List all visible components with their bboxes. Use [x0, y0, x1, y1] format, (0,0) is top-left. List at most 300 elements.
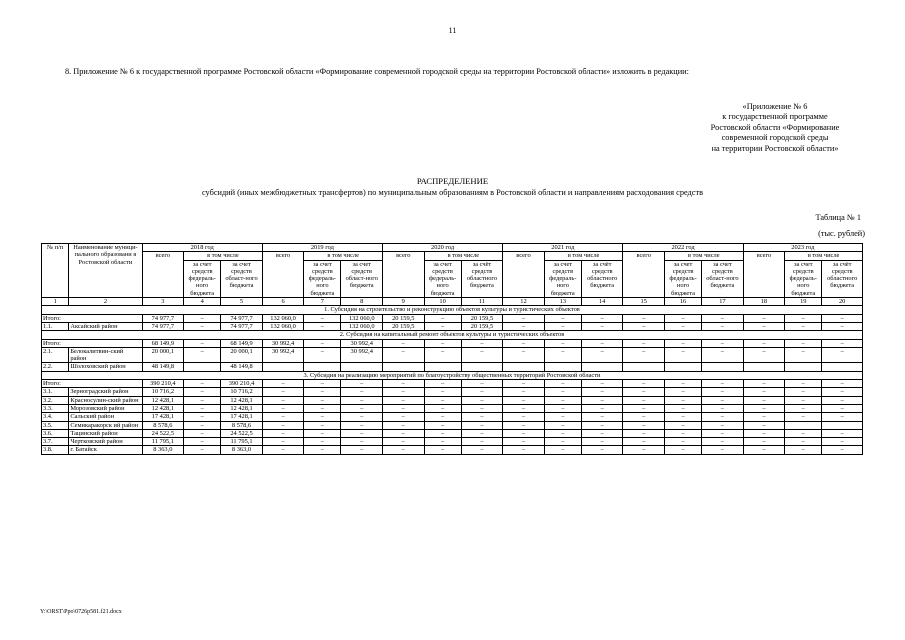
- value-cell: –: [461, 413, 503, 421]
- value-cell: –: [304, 380, 341, 388]
- value-cell: –: [262, 380, 304, 388]
- value-cell: –: [184, 446, 221, 454]
- value-cell: –: [702, 396, 744, 404]
- value-cell: –: [581, 413, 623, 421]
- value-cell: –: [184, 438, 221, 446]
- value-cell: 20 159,5: [461, 314, 503, 322]
- value-cell: –: [623, 314, 665, 322]
- value-cell: –: [304, 429, 341, 437]
- value-cell: –: [184, 396, 221, 404]
- value-cell: –: [822, 396, 863, 404]
- value-cell: –: [743, 421, 785, 429]
- amendment-paragraph: 8. Приложение № 6 к государственной программе Ростовской области «Формирование современной городской среды на территории Ростовской области» изложить в редакции:: [65, 67, 689, 76]
- table-row: [42, 404, 863, 412]
- header-year: 2023 год: [743, 244, 862, 252]
- value-cell: –: [461, 429, 503, 437]
- value-cell: –: [702, 446, 744, 454]
- column-number: 14: [581, 298, 623, 306]
- value-cell: 17 428,1: [142, 413, 184, 421]
- table-row: [42, 446, 863, 454]
- value-cell: 8 578,6: [221, 421, 263, 429]
- value-cell: 68 149,9: [142, 339, 184, 347]
- header-total: всего: [623, 252, 665, 298]
- value-cell: –: [461, 339, 503, 347]
- value-cell: –: [623, 413, 665, 421]
- value-cell: [822, 363, 863, 371]
- header-year: 2021 год: [503, 244, 623, 252]
- value-cell: –: [544, 413, 581, 421]
- header-regional: за счет средств област-ного бюджета: [221, 260, 263, 297]
- value-cell: –: [424, 404, 461, 412]
- column-number: 4: [184, 298, 221, 306]
- value-cell: –: [424, 322, 461, 330]
- value-cell: –: [262, 396, 304, 404]
- row-number: 2.2.: [42, 363, 69, 371]
- value-cell: –: [461, 438, 503, 446]
- value-cell: –: [383, 429, 425, 437]
- value-cell: –: [184, 421, 221, 429]
- value-cell: –: [424, 347, 461, 363]
- value-cell: –: [785, 314, 822, 322]
- value-cell: 20 159,5: [461, 322, 503, 330]
- value-cell: –: [304, 388, 341, 396]
- value-cell: –: [262, 421, 304, 429]
- value-cell: –: [304, 347, 341, 363]
- value-cell: –: [822, 347, 863, 363]
- value-cell: –: [424, 380, 461, 388]
- value-cell: –: [262, 388, 304, 396]
- column-number: 13: [544, 298, 581, 306]
- value-cell: –: [743, 446, 785, 454]
- value-cell: –: [702, 339, 744, 347]
- value-cell: –: [304, 438, 341, 446]
- header-federal: за счет средств федераль-ного бюджета: [785, 260, 822, 297]
- value-cell: –: [184, 314, 221, 322]
- value-cell: –: [304, 446, 341, 454]
- value-cell: –: [743, 314, 785, 322]
- column-number: 10: [424, 298, 461, 306]
- value-cell: 30 992,4: [262, 347, 304, 363]
- value-cell: [461, 363, 503, 371]
- value-cell: –: [702, 322, 744, 330]
- value-cell: –: [424, 413, 461, 421]
- value-cell: –: [544, 446, 581, 454]
- value-cell: 48 149,8: [142, 363, 184, 371]
- value-cell: –: [822, 429, 863, 437]
- value-cell: –: [581, 347, 623, 363]
- value-cell: –: [581, 429, 623, 437]
- value-cell: [262, 363, 304, 371]
- value-cell: 30 992,4: [341, 347, 383, 363]
- value-cell: –: [341, 404, 383, 412]
- value-cell: –: [383, 339, 425, 347]
- value-cell: –: [544, 429, 581, 437]
- value-cell: –: [743, 413, 785, 421]
- table-row: [42, 388, 863, 396]
- value-cell: –: [664, 322, 701, 330]
- value-cell: –: [424, 388, 461, 396]
- municipality-name: Чертковский район: [69, 438, 142, 446]
- header-row-years: [42, 244, 863, 252]
- value-cell: –: [664, 396, 701, 404]
- value-cell: 24 522,5: [221, 429, 263, 437]
- table-row: [42, 322, 863, 330]
- value-cell: –: [503, 347, 545, 363]
- value-cell: –: [544, 347, 581, 363]
- table-row: [42, 429, 863, 437]
- column-numbers-row: [42, 298, 863, 306]
- value-cell: –: [424, 429, 461, 437]
- value-cell: 12 428,1: [221, 404, 263, 412]
- value-cell: –: [461, 380, 503, 388]
- header-row-subgroups: [42, 252, 863, 260]
- value-cell: –: [623, 446, 665, 454]
- column-number: 1: [42, 298, 69, 306]
- row-number: 3.4.: [42, 413, 69, 421]
- value-cell: –: [461, 421, 503, 429]
- value-cell: –: [743, 388, 785, 396]
- value-cell: –: [424, 314, 461, 322]
- value-cell: –: [424, 396, 461, 404]
- value-cell: –: [623, 380, 665, 388]
- header-federal: за счет средств федераль-ного бюджета: [544, 260, 581, 297]
- value-cell: –: [581, 339, 623, 347]
- value-cell: –: [461, 396, 503, 404]
- value-cell: –: [304, 339, 341, 347]
- header-year: 2019 год: [262, 244, 382, 252]
- municipality-name: Шолоховский район: [69, 363, 142, 371]
- appendix-heading-line: современной городской среды: [721, 133, 829, 143]
- document-title: РАСПРЕДЕЛЕНИЕ: [416, 176, 489, 186]
- value-cell: 20 000,1: [142, 347, 184, 363]
- header-year: 2018 год: [142, 244, 262, 252]
- value-cell: –: [702, 438, 744, 446]
- value-cell: –: [702, 421, 744, 429]
- value-cell: –: [785, 396, 822, 404]
- value-cell: [184, 363, 221, 371]
- value-cell: –: [664, 388, 701, 396]
- value-cell: 10 716,2: [221, 388, 263, 396]
- value-cell: –: [424, 339, 461, 347]
- appendix-heading: [640, 102, 905, 154]
- value-cell: 48 149,8: [221, 363, 263, 371]
- value-cell: –: [341, 438, 383, 446]
- column-number: 17: [702, 298, 744, 306]
- value-cell: [785, 363, 822, 371]
- value-cell: –: [184, 380, 221, 388]
- value-cell: –: [581, 322, 623, 330]
- value-cell: –: [623, 347, 665, 363]
- value-cell: –: [184, 413, 221, 421]
- value-cell: –: [664, 413, 701, 421]
- header-regional: за счёт средств областного бюджета: [581, 260, 623, 297]
- value-cell: –: [341, 446, 383, 454]
- value-cell: –: [503, 339, 545, 347]
- table-row: [42, 314, 863, 322]
- value-cell: –: [581, 404, 623, 412]
- value-cell: –: [461, 388, 503, 396]
- value-cell: –: [822, 404, 863, 412]
- value-cell: –: [785, 429, 822, 437]
- value-cell: –: [184, 388, 221, 396]
- value-cell: –: [702, 314, 744, 322]
- header-total: всего: [383, 252, 425, 298]
- table-row: [42, 396, 863, 404]
- value-cell: –: [623, 339, 665, 347]
- row-number: 3.1.: [42, 388, 69, 396]
- value-cell: –: [383, 413, 425, 421]
- header-including: в том числе: [785, 252, 863, 260]
- header-total: всего: [262, 252, 304, 298]
- value-cell: –: [503, 413, 545, 421]
- value-cell: –: [702, 413, 744, 421]
- value-cell: –: [383, 421, 425, 429]
- municipality-name: Сальский район: [69, 413, 142, 421]
- value-cell: –: [785, 413, 822, 421]
- value-cell: –: [822, 413, 863, 421]
- value-cell: [383, 363, 425, 371]
- value-cell: 390 210,4: [142, 380, 184, 388]
- value-cell: –: [262, 429, 304, 437]
- column-number: 9: [383, 298, 425, 306]
- value-cell: –: [461, 404, 503, 412]
- column-number: 7: [304, 298, 341, 306]
- value-cell: 10 716,2: [142, 388, 184, 396]
- appendix-heading-line: к государственной программе: [722, 112, 828, 122]
- column-number: 5: [221, 298, 263, 306]
- value-cell: –: [581, 396, 623, 404]
- header-year: 2020 год: [383, 244, 503, 252]
- value-cell: 132 060,0: [341, 314, 383, 322]
- value-cell: 74 977,7: [142, 322, 184, 330]
- column-number: 11: [461, 298, 503, 306]
- value-cell: [544, 363, 581, 371]
- value-cell: –: [664, 438, 701, 446]
- municipality-name: Белокалитвин-ский район: [69, 347, 142, 363]
- value-cell: –: [383, 446, 425, 454]
- value-cell: –: [785, 322, 822, 330]
- value-cell: –: [544, 438, 581, 446]
- table-row: [42, 363, 863, 371]
- value-cell: –: [383, 396, 425, 404]
- value-cell: –: [503, 388, 545, 396]
- total-label: Итого:: [42, 314, 143, 322]
- value-cell: –: [184, 322, 221, 330]
- value-cell: –: [702, 380, 744, 388]
- column-number: 20: [822, 298, 863, 306]
- value-cell: 68 149,9: [221, 339, 263, 347]
- value-cell: –: [184, 404, 221, 412]
- value-cell: –: [544, 380, 581, 388]
- value-cell: [581, 363, 623, 371]
- value-cell: –: [581, 314, 623, 322]
- units-label: (тыс. рублей): [818, 229, 865, 238]
- value-cell: –: [743, 404, 785, 412]
- value-cell: 12 428,1: [142, 396, 184, 404]
- value-cell: –: [383, 347, 425, 363]
- value-cell: [341, 363, 383, 371]
- value-cell: –: [262, 404, 304, 412]
- municipality-name: г. Батайск: [69, 446, 142, 454]
- table-number: Таблица № 1: [815, 213, 861, 222]
- value-cell: –: [664, 446, 701, 454]
- column-number: 8: [341, 298, 383, 306]
- row-number: 3.7.: [42, 438, 69, 446]
- value-cell: –: [822, 388, 863, 396]
- section-row: [42, 331, 863, 339]
- value-cell: –: [702, 429, 744, 437]
- header-municipality: Наименование муници-пального образовани я Ростовской области: [69, 244, 142, 298]
- value-cell: –: [743, 438, 785, 446]
- section-row: [42, 306, 863, 314]
- value-cell: –: [544, 314, 581, 322]
- value-cell: –: [424, 438, 461, 446]
- total-label: Итого:: [42, 380, 143, 388]
- value-cell: [623, 363, 665, 371]
- value-cell: –: [341, 388, 383, 396]
- header-including: в том числе: [424, 252, 503, 260]
- value-cell: [785, 421, 822, 429]
- section-title: 3. Субсидия на реализацию мероприятий по благоустройству общественных территорий Ростовской области: [42, 371, 863, 379]
- value-cell: 30 992,4: [262, 339, 304, 347]
- value-cell: –: [785, 347, 822, 363]
- column-number: 19: [785, 298, 822, 306]
- column-number: 3: [142, 298, 184, 306]
- value-cell: 20 159,5: [383, 322, 425, 330]
- section-title: 1. Субсидия на строительство и реконструкцию объектов культуры и туристических объектов: [42, 306, 863, 314]
- header-regional: за счет средств област-ного бюджета: [702, 260, 744, 297]
- value-cell: –: [822, 380, 863, 388]
- value-cell: –: [664, 339, 701, 347]
- value-cell: –: [743, 339, 785, 347]
- value-cell: 20 000,1: [221, 347, 263, 363]
- header-federal: за счет средств федераль-ного бюджета: [184, 260, 221, 297]
- document-subtitle: субсидий (иных межбюджетных трансфертов) по муниципальным образованиям в Ростовской области и направлениям расходования средств: [201, 188, 703, 197]
- row-number: 3.8.: [42, 446, 69, 454]
- row-number: 2.1.: [42, 347, 69, 363]
- value-cell: –: [822, 339, 863, 347]
- value-cell: –: [743, 380, 785, 388]
- total-label: Итого:: [42, 339, 143, 347]
- header-federal: за счет средств федераль-ного бюджета: [424, 260, 461, 297]
- value-cell: –: [461, 446, 503, 454]
- row-number: 3.6.: [42, 429, 69, 437]
- value-cell: 74 977,7: [221, 314, 263, 322]
- header-including: в том числе: [304, 252, 383, 260]
- value-cell: 11 795,1: [142, 438, 184, 446]
- value-cell: 12 428,1: [142, 404, 184, 412]
- header-number: № п/п: [42, 244, 69, 298]
- value-cell: –: [581, 421, 623, 429]
- value-cell: 74 977,7: [221, 322, 263, 330]
- value-cell: –: [581, 388, 623, 396]
- value-cell: –: [623, 388, 665, 396]
- table-row: [42, 347, 863, 363]
- value-cell: [304, 363, 341, 371]
- header-including: в том числе: [664, 252, 743, 260]
- row-number: 3.2.: [42, 396, 69, 404]
- value-cell: 8 363,0: [221, 446, 263, 454]
- value-cell: –: [383, 388, 425, 396]
- value-cell: –: [184, 339, 221, 347]
- value-cell: –: [503, 314, 545, 322]
- page-number: 11: [448, 26, 457, 35]
- row-number: 1.1.: [42, 322, 69, 330]
- value-cell: 8 578,6: [142, 421, 184, 429]
- value-cell: –: [664, 314, 701, 322]
- value-cell: [702, 363, 744, 371]
- value-cell: –: [743, 396, 785, 404]
- value-cell: –: [544, 396, 581, 404]
- value-cell: –: [785, 404, 822, 412]
- value-cell: –: [785, 446, 822, 454]
- value-cell: –: [785, 339, 822, 347]
- value-cell: 12 428,1: [221, 396, 263, 404]
- value-cell: 24 522,5: [142, 429, 184, 437]
- table-row: [42, 421, 863, 429]
- value-cell: –: [664, 421, 701, 429]
- municipality-name: Красносулин-ский район: [69, 396, 142, 404]
- municipality-name: Аксайский район: [69, 322, 142, 330]
- value-cell: –: [785, 380, 822, 388]
- value-cell: –: [623, 421, 665, 429]
- header-total: всего: [503, 252, 545, 298]
- table-row: [42, 339, 863, 347]
- header-regional: за счёт средств областного бюджета: [822, 260, 863, 297]
- value-cell: –: [304, 314, 341, 322]
- column-number: 12: [503, 298, 545, 306]
- value-cell: –: [341, 396, 383, 404]
- value-cell: –: [785, 388, 822, 396]
- value-cell: –: [623, 429, 665, 437]
- value-cell: –: [664, 429, 701, 437]
- value-cell: –: [581, 446, 623, 454]
- appendix-heading-line: на территории Ростовской области»: [711, 143, 839, 153]
- value-cell: –: [304, 404, 341, 412]
- value-cell: –: [341, 380, 383, 388]
- value-cell: –: [544, 339, 581, 347]
- value-cell: –: [785, 438, 822, 446]
- value-cell: –: [623, 438, 665, 446]
- value-cell: –: [503, 438, 545, 446]
- value-cell: [503, 363, 545, 371]
- value-cell: –: [304, 421, 341, 429]
- value-cell: –: [503, 404, 545, 412]
- column-number: 2: [69, 298, 142, 306]
- distribution-table: [41, 243, 863, 455]
- value-cell: [743, 363, 785, 371]
- value-cell: –: [822, 314, 863, 322]
- value-cell: 8 363,0: [142, 446, 184, 454]
- value-cell: 30 992,4: [341, 339, 383, 347]
- value-cell: –: [743, 322, 785, 330]
- header-total: всего: [743, 252, 785, 298]
- value-cell: –: [341, 429, 383, 437]
- value-cell: –: [383, 438, 425, 446]
- value-cell: –: [304, 413, 341, 421]
- value-cell: 11 795,1: [221, 438, 263, 446]
- column-number: 6: [262, 298, 304, 306]
- value-cell: –: [503, 446, 545, 454]
- value-cell: [822, 421, 863, 429]
- value-cell: –: [424, 446, 461, 454]
- table-row: [42, 413, 863, 421]
- value-cell: –: [822, 446, 863, 454]
- value-cell: –: [383, 380, 425, 388]
- value-cell: 17 428,1: [221, 413, 263, 421]
- value-cell: 20 159,5: [383, 314, 425, 322]
- value-cell: –: [461, 347, 503, 363]
